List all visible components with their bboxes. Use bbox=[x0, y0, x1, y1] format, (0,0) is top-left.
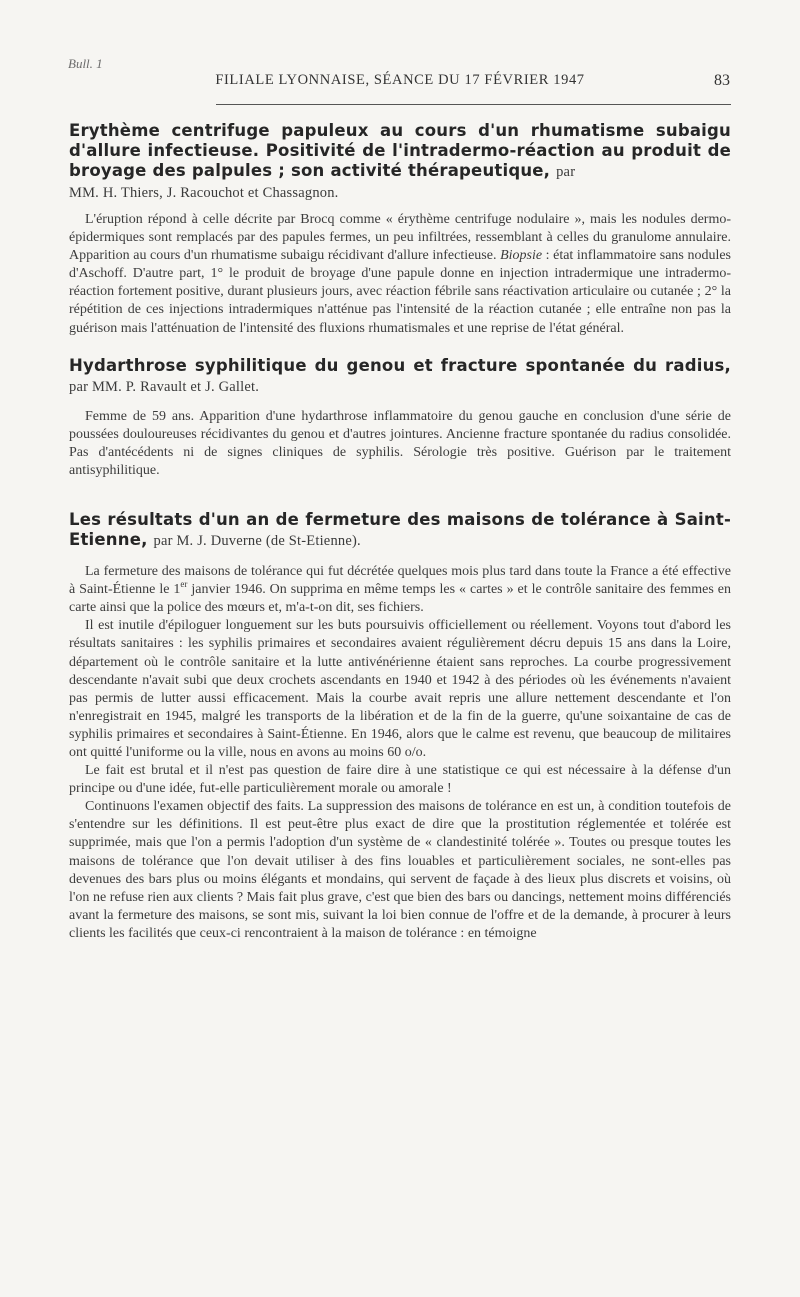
article-paragraph bbox=[69, 211, 731, 338]
bulletin-mark: Bull. 1 bbox=[68, 56, 103, 71]
running-header bbox=[70, 72, 730, 98]
paragraph-text: L'éruption répond à celle décrite par Brocq comme « érythème centrifuge nodulaire », mais les nodules dermo-épidermiques sont remplacés par des papules fermes, un peu infiltrées, ressemblant à celles du granulome annulaire. Apparition au cours d'un rhumatisme subaigu récidivant d'allure infectieuse. bbox=[69, 212, 731, 264]
page-content bbox=[69, 121, 731, 943]
article-title-text: Les résultats d'un an de fermeture des maisons de tolérance à Saint-Etienne, bbox=[69, 510, 731, 550]
article-paragraph bbox=[69, 563, 731, 617]
biopsy-text: : état inflammatoire sans nodules d'Aschoff. D'autre part, 1° le produit de broyage d'une papule donne en injection intradermique une intradermo-réaction fortement positive, durant plusieurs jours, avec réaction fébrile sans réactivation articulaire ou cutanée ; 2° la répétition de ces injections intradermiques n'atténue pas l'intensité de la réaction cutanée ; elle entraîne non pas la guérison mais l'atténuation de l'intensité des fluxions rhumatismales et une reprise de l'état général. bbox=[69, 248, 732, 336]
article-authors: par M. J. Duverne (de St-Etienne). bbox=[153, 533, 361, 550]
article-title bbox=[69, 121, 731, 203]
article-paragraph: Le fait est brutal et il n'est pas question de faire dire à une statistique ce qui est nécessaire à la défense d'un principe ou d'une idée, fut-elle particulièrement morale ou amorale ! bbox=[69, 763, 731, 797]
article-maisons-tolerance bbox=[69, 510, 731, 943]
ordinal-superscript: er bbox=[180, 579, 188, 590]
article-paragraph: Continuons l'examen objectif des faits. La suppression des maisons de tolérance en est un, à condition toutefois de s'entendre sur les définitions. Il est peut-être plus exact de dire que la prostitution réglementée et tolérée est supprimée, mais que l'on a permis l'adoption d'un système de « clandestinité tolérée ». Toutes ou presque toutes les maisons de tolérance que l'on devait utiliser à des fins louables et particulièrement sociales, ne sont-elles pas devenues des bars plus ou moins élégants et mondains, qui servent de façade à des lieux plus discrets et voisins, où l'on ne refuse rien aux clients ? Mais fait plus grave, c'est que bien des bars ou dancings, nettement moins différenciés avant la fermeture des maisons, se sont mis, suivant la loi bien connue de l'offre et de la demande, à procurer à leurs clients les facilités que ceux-ci rencontraient à la maison de tolérance : en témoigne bbox=[69, 799, 731, 941]
article-title bbox=[69, 510, 731, 551]
article-paragraph: Femme de 59 ans. Apparition d'une hydarthrose inflammatoire du genou gauche en conclusion d'une série de poussées douloureuses récidivantes du genou et d'autres jointures. Ancienne fracture spontanée du radius consolidée. Pas d'antécédents ni de signes cliniques de syphilis. Sérologie très positive. Guérison par le traitement antisyphilitique. bbox=[69, 408, 731, 478]
paragraph-text: La fermeture des maisons de tolérance qui fut décrétée quelques mois plus tard dans toute la France a été effective à Saint-Étienne le 1 bbox=[69, 564, 731, 598]
article-paragraph: Il est inutile d'épiloguer longuement sur les buts poursuivis officiellement ou réellement. Voyons tout d'abord les résultats sanitaires : les syphilis primaires et secondaires avaient régulièrement décru depuis 15 ans dans la Loire, département où le contrôle sanitaire et la lutte antivénérienne étaient sans reproches. La courbe progressivement descendante n'avait subi que deux crochets ascendants en 1940 et 1942 à des périodes où les événements n'avaient pas permis de lutter aussi efficacement. Mais la courbe avait repris une allure nettement descendante et l'on n'enregistrait en 1945, malgré les transports de la libération et de la fin de la guerre, qu'une soixantaine de cas de syphilis primaires et secondaires à Saint-Étienne. En 1946, alors que le calme est revenu, que beaucoup de militaires ont quitté l'uniforme ou la ville, nous en avons au moins 60 o/o. bbox=[69, 618, 731, 760]
authors-prefix: par bbox=[556, 164, 576, 180]
article-erytheme bbox=[69, 121, 731, 338]
running-title: FILIALE LYONNAISE, SÉANCE DU 17 FÉVRIER 1947 bbox=[215, 72, 585, 88]
page-number: 83 bbox=[714, 72, 730, 89]
paragraph-text: janvier 1946. On supprima en même temps les « cartes » et le contrôle sanitaire des femmes en carte ainsi que la police des mœurs et, m'a-t-on dit, ses fichiers. bbox=[69, 582, 731, 616]
header-rule bbox=[216, 104, 731, 105]
article-title bbox=[69, 356, 731, 397]
biopsy-label: Biopsie bbox=[500, 248, 543, 264]
article-authors: MM. H. Thiers, J. Racouchot et Chassagnon. bbox=[69, 185, 339, 201]
article-hydarthrose bbox=[69, 356, 731, 480]
article-title-text: Erythème centrifuge papuleux au cours d'un rhumatisme subaigu d'allure infectieuse. Positivité de l'intradermo-réaction au produit de broyage des palpules ; son activité thérapeutique, bbox=[69, 121, 731, 180]
article-authors: par MM. P. Ravault et J. Gallet. bbox=[69, 378, 260, 395]
article-title-text: Hydarthrose syphilitique du genou et fracture spontanée du radius, bbox=[69, 355, 731, 375]
